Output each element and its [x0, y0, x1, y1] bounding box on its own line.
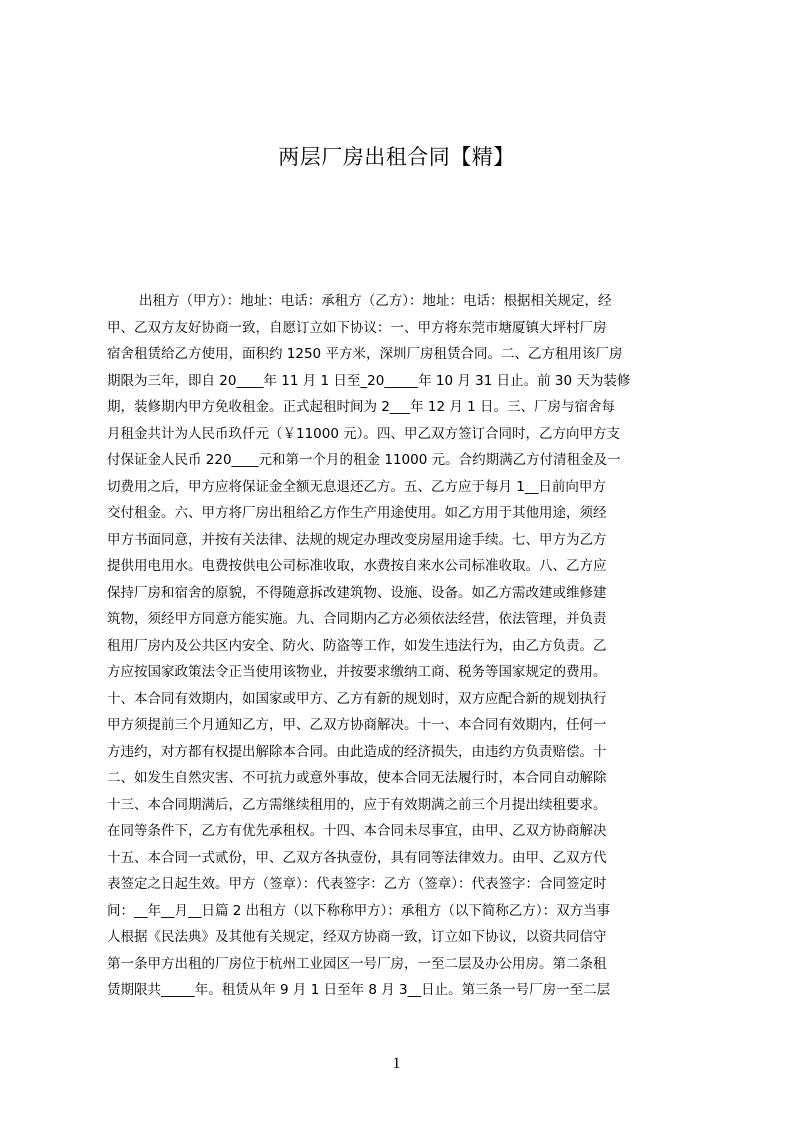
body-line: 租用厂房内及公共区内安全、防火、防盗等工作，如发生违法行为，由乙方负责。乙	[107, 637, 607, 654]
body-line: 保持厂房和宿舍的原貌，不得随意拆改建筑物、设施、设备。如乙方需改建或维修建	[107, 584, 607, 601]
body-line: 筑物，须经甲方同意方能实施。九、合同期内乙方必须依法经营，依法管理，并负责	[107, 611, 607, 627]
body-line: 十五、本合同一式贰份，甲、乙双方各执壹份，具有同等法律效力。由甲、乙双方代	[107, 849, 607, 866]
body-line: 出租方（甲方）：地址：电话：承租方（乙方）：地址：电话：根据相关规定，经	[139, 293, 612, 309]
body-line: 表签定之日起生效。甲方（签章）：代表签字：乙方（签章）：代表签字：合同签定时	[107, 876, 607, 892]
body-line: 切费用之后，甲方应将保证金全额无息退还乙方。五、乙方应于每月 1__日前向甲方	[107, 478, 606, 495]
body-line: 付保证金人民币 220____元和第一个月的租金 11000 元。合约期满乙方付清租金及一	[107, 452, 621, 468]
body-line: 甲、乙双方友好协商一致，自愿订立如下协议：一、甲方将东莞市塘厦镇大坪村厂房	[107, 319, 607, 336]
body-line: 甲方须提前三个月通知乙方，甲、乙双方协商解决。十一、本合同有效期内，任何一	[107, 717, 607, 733]
body-line: 甲方书面同意，并按有关法律、法规的规定办理改变房屋用途手续。七、甲方为乙方	[107, 531, 607, 548]
body-line: 期限为三年，即自 20____年 11 月 1 日至_20_____年 10 月 31 日止。前 30 天为装修	[107, 372, 631, 389]
body-line: 第一条甲方出租的厂房位于杭州工业园区一号厂房，一至二层及办公用房。第二条租	[107, 955, 607, 972]
body-line: 赁期限共_____年。租赁从年 9 月 1 日至年 8 月 3__日止。第三条一号厂房一至二层	[107, 982, 611, 998]
body-line: 在同等条件下，乙方有优先承租权。十四、本合同未尽事宜，由甲、乙双方协商解决	[107, 823, 607, 839]
page-number: 1	[392, 1055, 401, 1072]
body-line: 期，装修期内甲方免收租金。正式起租时间为 2___年 12 月 1 日。三、厂房与宿舍每	[107, 399, 616, 415]
body-line: 方应按国家政策法令正当使用该物业，并按要求缴纳工商、税务等国家规定的费用。	[107, 664, 607, 680]
document-body	[107, 288, 702, 1004]
body-line: 二、如发生自然灾害、不可抗力或意外事故，使本合同无法履行时，本合同自动解除	[107, 770, 607, 786]
body-line: 月租金共计为人民币玖仟元（￥11000 元）。四、甲乙双方签订合同时，乙方向甲方支	[107, 425, 620, 442]
body-line: 十、本合同有效期内，如国家或甲方、乙方有新的规划时，双方应配合新的规划执行	[107, 690, 607, 707]
body-line: 交付租金。六、甲方将厂房出租给乙方作生产用途使用。如乙方用于其他用途，须经	[107, 505, 607, 521]
document-title: 两层厂房出租合同【精】	[278, 145, 515, 169]
body-line: 人根据《民法典》及其他有关规定，经双方协商一致，订立如下协议，以资共同信守	[107, 929, 607, 945]
body-line: 提供用电用水。电费按供电公司标准收取，水费按自来水公司标准收取。八、乙方应	[107, 558, 607, 574]
body-line: 方违约，对方都有权提出解除本合同。由此造成的经济损失，由违约方负责赔偿。十	[107, 743, 607, 760]
body-line: 间：__年__月__日篇 2 出租方（以下称称甲方）：承租方（以下简称乙方）：双方当事	[107, 902, 611, 919]
body-line: 十三、本合同期满后，乙方需继续租用的，应于有效期满之前三个月提出续租要求。	[107, 796, 607, 813]
body-line: 宿舍租赁给乙方使用，面积约 1250 平方米，深圳厂房租赁合同。二、乙方租用该厂房	[107, 346, 623, 362]
